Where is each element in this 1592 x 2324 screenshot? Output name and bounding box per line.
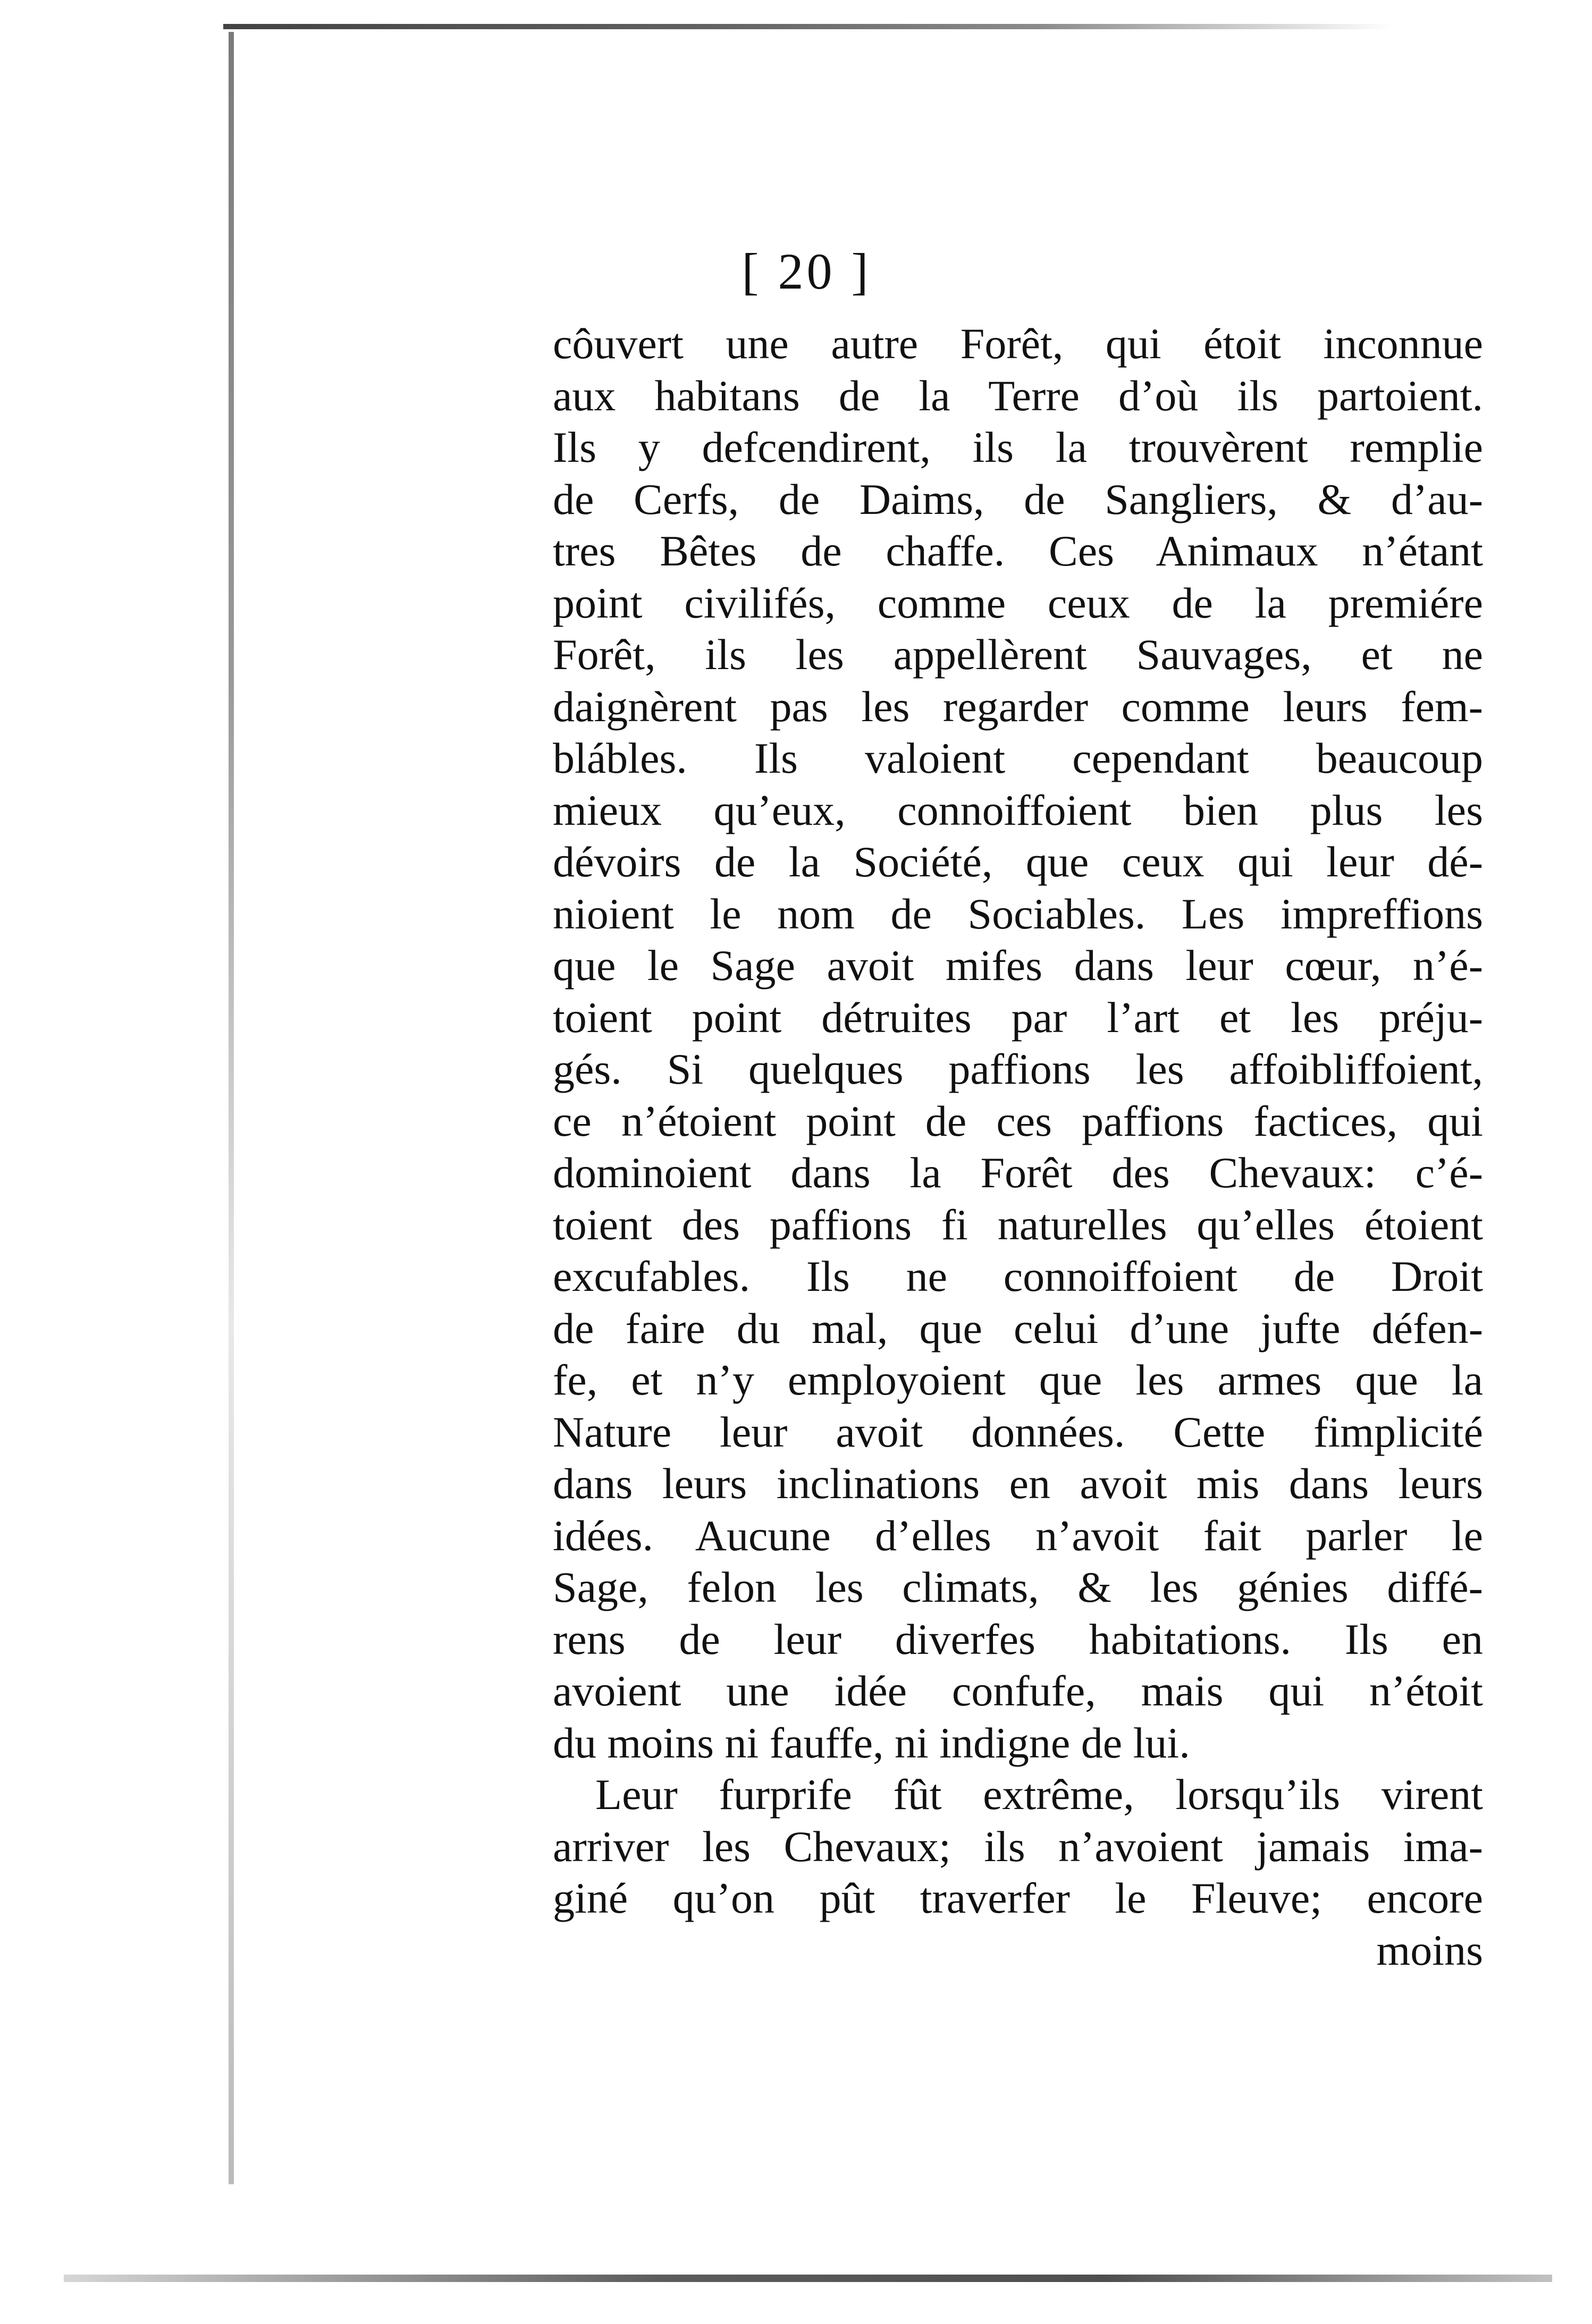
- text-line: ce n’étoient point de ces paffions factices, qui: [553, 1096, 1483, 1145]
- text-line: avoient une idée confufe, mais qui n’étoit: [553, 1667, 1483, 1715]
- text-line: giné qu’on pût traverfer le Fleuve; encore: [553, 1874, 1483, 1922]
- text-line: du moins ni fauffe, ni indigne de lui.: [553, 1718, 1190, 1767]
- text-line: Nature leur avoit données. Cette fimplicité: [553, 1407, 1483, 1456]
- text-line: point civilifés, comme ceux de la premiére: [553, 578, 1483, 627]
- text-line: de Cerfs, de Daims, de Sangliers, & d’au-: [553, 475, 1483, 523]
- text-line: arriver les Chevaux; ils n’avoient jamais ima-: [553, 1822, 1483, 1871]
- text-line: dominoient dans la Forêt des Chevaux: c’é-: [553, 1148, 1483, 1197]
- text-line: fe, et n’y employoient que les armes que la: [553, 1356, 1483, 1404]
- text-line: blábles. Ils valoient cependant beaucoup: [553, 734, 1483, 782]
- text-line: Sage, felon les climats, & les génies diffé-: [553, 1563, 1483, 1611]
- scan-edge-top: [223, 24, 1393, 29]
- text-line: Ils y defcendirent, ils la trouvèrent remplie: [553, 423, 1483, 471]
- text-line: gés. Si quelques paffions les affoibliffoient,: [553, 1045, 1483, 1093]
- text-line: de faire du mal, que celui d’une jufte défen-: [553, 1304, 1483, 1353]
- scan-edge-left: [229, 32, 234, 2184]
- page-number: [ 20 ]: [742, 243, 872, 300]
- text-line: toient point détruites par l’art et les préju-: [553, 993, 1483, 1042]
- body-text: [553, 318, 1483, 1976]
- text-line: dans leurs inclinations en avoit mis dans leurs: [553, 1459, 1483, 1508]
- scan-edge-bottom: [64, 2275, 1552, 2282]
- text-line: Leur furprife fût extrême, lorsqu’ils virent: [595, 1770, 1483, 1819]
- text-line: idées. Aucune d’elles n’avoit fait parler le: [553, 1511, 1483, 1560]
- text-line: excufables. Ils ne connoiffoient de Droit: [553, 1252, 1483, 1300]
- text-line: toient des paffions fi naturelles qu’elles étoient: [553, 1200, 1483, 1249]
- text-line: côuvert une autre Forêt, qui étoit inconnue: [553, 319, 1483, 368]
- text-line: nioient le nom de Sociables. Les impreffions: [553, 889, 1483, 938]
- text-line: dévoirs de la Société, que ceux qui leur dé-: [553, 838, 1483, 886]
- text-line: Forêt, ils les appellèrent Sauvages, et ne: [553, 630, 1483, 679]
- text-line: rens de leur diverfes habitations. Ils en: [553, 1615, 1483, 1663]
- text-line: que le Sage avoit mifes dans leur cœur, n’é-: [553, 941, 1483, 990]
- text-line: daignèrent pas les regarder comme leurs fem-: [553, 682, 1483, 731]
- text-line: tres Bêtes de chaffe. Ces Animaux n’étant: [553, 527, 1483, 575]
- text-line: mieux qu’eux, connoiffoient bien plus les: [553, 785, 1483, 834]
- text-line: aux habitans de la Terre d’où ils partoient.: [553, 371, 1483, 420]
- catchword: moins: [1376, 1925, 1483, 1974]
